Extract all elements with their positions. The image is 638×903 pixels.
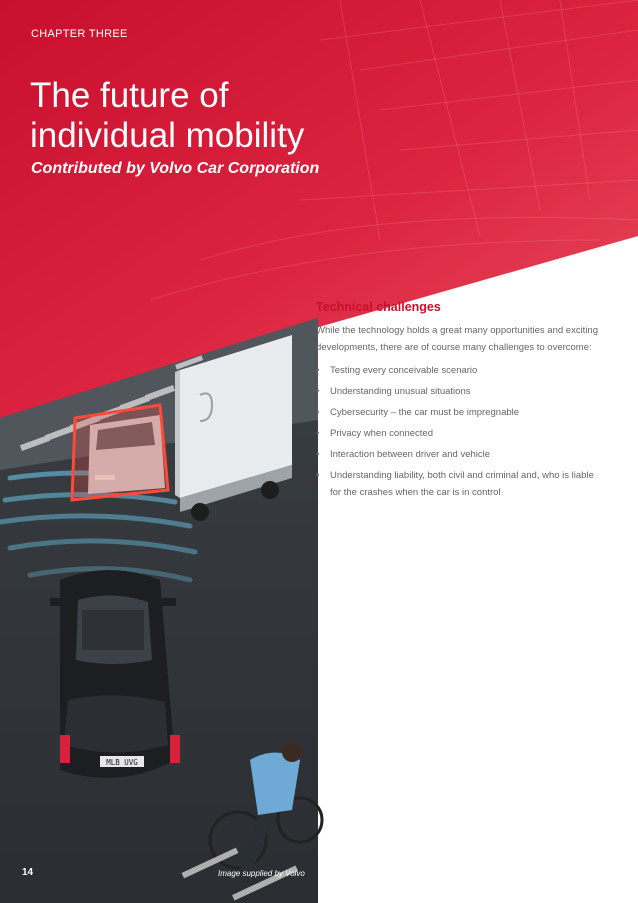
bullet-icon: • bbox=[316, 386, 320, 397]
title-line-2: individual mobility bbox=[30, 116, 305, 155]
chapter-label: CHAPTER THREE bbox=[31, 28, 128, 40]
list-item: • Understanding unusual situations bbox=[316, 383, 600, 400]
list-item: • Interaction between driver and vehicle bbox=[316, 446, 600, 463]
contributor-line: Contributed by Volvo Car Corporation bbox=[31, 160, 320, 177]
list-item: • Testing every conceivable scenario bbox=[316, 362, 600, 379]
list-item: • Privacy when connected bbox=[316, 425, 600, 442]
challenges-list bbox=[316, 362, 600, 501]
intro-paragraph: While the technology holds a great many opportunities and exciting developments, there are of course many challenges to overcome: bbox=[316, 325, 599, 353]
bullet-icon: • bbox=[316, 449, 320, 460]
bullet-icon: • bbox=[316, 407, 320, 418]
image-credit: Image supplied by Volvo bbox=[218, 869, 305, 878]
bullet-icon: • bbox=[316, 470, 320, 481]
title-line-1: The future of bbox=[30, 76, 229, 115]
list-item: • Cybersecurity – the car must be impregnable bbox=[316, 404, 600, 421]
bullet-icon: • bbox=[316, 365, 320, 376]
page-number: 14 bbox=[22, 867, 34, 878]
list-item: • Understanding liability, both civil and criminal and, who is liable for the crashes when the car is in control bbox=[316, 467, 600, 501]
content-column bbox=[316, 300, 600, 505]
section-heading: Technical challenges bbox=[316, 300, 441, 314]
license-plate: MLB UVG bbox=[106, 758, 138, 767]
black-car bbox=[50, 570, 180, 778]
bullet-icon: • bbox=[316, 428, 320, 439]
